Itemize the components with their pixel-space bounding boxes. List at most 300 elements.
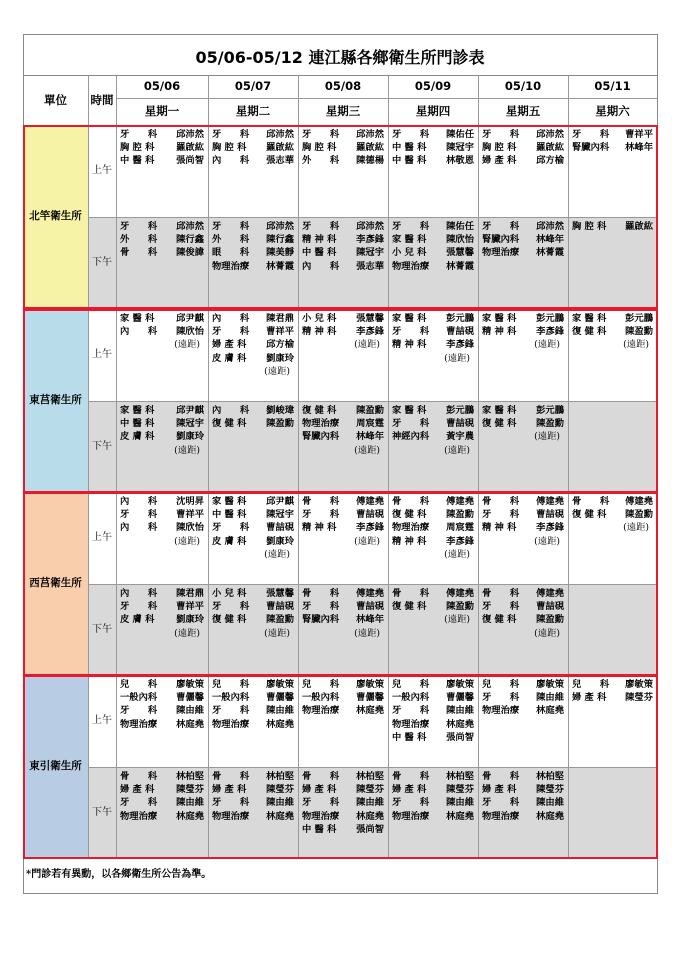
department-name: 中 醫 科 bbox=[302, 823, 337, 835]
doctor-name: 陳瑩芬 bbox=[625, 692, 653, 704]
department-name: 牙 科 bbox=[302, 221, 340, 232]
doctor-name: 邱沛然 bbox=[356, 129, 384, 140]
remote-note: (遠距) bbox=[623, 339, 649, 351]
department-name: 神經內科 bbox=[392, 431, 430, 443]
remote-note: (遠距) bbox=[444, 548, 470, 560]
department-name: 一般內科 bbox=[120, 692, 158, 704]
doctor-name: 陳冠宇 bbox=[356, 247, 384, 259]
department-name: 骨 科 bbox=[572, 496, 610, 507]
doctor-name: 陳俊諱 bbox=[176, 247, 204, 259]
doctor-name: 李彥鋒 bbox=[536, 326, 564, 338]
department-name: 復 健 科 bbox=[212, 614, 247, 626]
remote-note: (遠距) bbox=[174, 444, 200, 456]
doctor-name: 陳由維 bbox=[176, 797, 204, 809]
doctor-name: 陳美靜 bbox=[266, 247, 294, 259]
department-name: 婦 產 科 bbox=[212, 339, 247, 351]
department-name: 中 醫 科 bbox=[392, 142, 427, 154]
department-name: 內 科 bbox=[212, 155, 250, 167]
doctor-name: 曹祥平 bbox=[176, 509, 204, 521]
department-name: 牙 科 bbox=[482, 129, 520, 140]
period-pm-label: 下午 bbox=[92, 806, 112, 818]
doctor-name: 張志華 bbox=[356, 260, 384, 272]
department-name: 牙 科 bbox=[212, 797, 250, 809]
department-name: 物理治療 bbox=[392, 810, 430, 822]
doctor-name: 陳冠宇 bbox=[266, 509, 294, 521]
doctor-name: 張慧馨 bbox=[356, 313, 384, 324]
department-name: 家 醫 科 bbox=[482, 405, 517, 416]
doctor-name: 傅建堯 bbox=[625, 496, 653, 507]
department-name: 胸 腔 科 bbox=[302, 142, 337, 154]
doctor-name: 陳由維 bbox=[356, 797, 384, 809]
department-name: 小 兒 科 bbox=[302, 313, 337, 324]
doctor-name: 陳由維 bbox=[536, 692, 564, 704]
remote-note: (遠距) bbox=[354, 444, 380, 456]
remote-note: (遠距) bbox=[444, 444, 470, 456]
department-name: 骨 科 bbox=[120, 771, 158, 782]
department-name: 婦 產 科 bbox=[392, 784, 427, 796]
department-name: 復 健 科 bbox=[212, 418, 247, 430]
doctor-name: 林庭堯 bbox=[356, 810, 384, 822]
department-name: 外 科 bbox=[212, 234, 250, 246]
department-name: 牙 科 bbox=[482, 797, 520, 809]
department-name: 牙 科 bbox=[120, 797, 158, 809]
doctor-name: 陳瑩芬 bbox=[356, 784, 384, 796]
department-name: 牙 科 bbox=[482, 692, 520, 704]
department-name: 家 醫 科 bbox=[392, 313, 427, 324]
department-name: 復 健 科 bbox=[572, 509, 607, 521]
department-name: 牙 科 bbox=[302, 797, 340, 809]
department-name: 牙 科 bbox=[212, 705, 250, 717]
doctor-name: 林庭堯 bbox=[356, 705, 384, 717]
remote-note: (遠距) bbox=[264, 365, 290, 377]
doctor-name: 陳盈勳 bbox=[446, 509, 474, 521]
doctor-name: 羅啟紘 bbox=[356, 142, 384, 154]
doctor-name: 陳冠宇 bbox=[446, 142, 474, 154]
department-name: 家 醫 科 bbox=[120, 405, 155, 416]
doctor-name: 陳盈勳 bbox=[625, 326, 653, 338]
header-date: 05/08 bbox=[324, 79, 362, 93]
doctor-name: 曹儷馨 bbox=[356, 692, 384, 704]
remote-note: (遠距) bbox=[354, 339, 380, 351]
grid-line bbox=[116, 98, 657, 99]
department-name: 中 醫 科 bbox=[392, 731, 427, 743]
department-name: 婦 產 科 bbox=[212, 784, 247, 796]
doctor-name: 陳盈勳 bbox=[356, 405, 384, 416]
header-weekday: 星期四 bbox=[415, 104, 451, 118]
period-am-label: 上午 bbox=[92, 348, 112, 360]
doctor-name: 李彥鋒 bbox=[356, 326, 384, 338]
doctor-name: 陳欣怡 bbox=[176, 522, 204, 534]
doctor-name: 廖敏策 bbox=[625, 679, 653, 690]
department-name: 精 神 科 bbox=[392, 535, 427, 547]
doctor-name: 劉峻瑋 bbox=[266, 405, 294, 416]
remote-note: (遠距) bbox=[534, 431, 560, 443]
department-name: 牙 科 bbox=[392, 129, 430, 140]
doctor-name: 曹喆硯 bbox=[356, 509, 384, 521]
department-name: 物理治療 bbox=[212, 260, 250, 272]
department-name: 外 科 bbox=[302, 155, 340, 167]
doctor-name: 羅啟紘 bbox=[176, 142, 204, 154]
department-name: 腎臟內科 bbox=[302, 431, 340, 443]
doctor-name: 邱尹麒 bbox=[176, 405, 204, 416]
department-name: 腎臟內科 bbox=[302, 614, 340, 626]
department-name: 牙 科 bbox=[120, 705, 158, 717]
department-name: 眼 科 bbox=[212, 247, 250, 259]
doctor-name: 傅建堯 bbox=[356, 496, 384, 507]
doctor-name: 邱尹麒 bbox=[176, 313, 204, 324]
doctor-name: 邱沛然 bbox=[356, 221, 384, 232]
department-name: 胸 腔 科 bbox=[212, 142, 247, 154]
department-name: 牙 科 bbox=[392, 221, 430, 232]
doctor-name: 陳盈勳 bbox=[536, 614, 564, 626]
unit-frame bbox=[23, 309, 658, 493]
department-name: 復 健 科 bbox=[392, 601, 427, 613]
doctor-name: 林峰年 bbox=[536, 234, 564, 246]
department-name: 牙 科 bbox=[120, 129, 158, 140]
doctor-name: 林庭堯 bbox=[266, 718, 294, 730]
department-name: 牙 科 bbox=[302, 509, 340, 521]
doctor-name: 張慧馨 bbox=[446, 247, 474, 259]
doctor-name: 陳盈勳 bbox=[266, 614, 294, 626]
department-name: 精 神 科 bbox=[482, 326, 517, 338]
department-name: 物理治療 bbox=[392, 260, 430, 272]
department-name: 牙 科 bbox=[212, 601, 250, 613]
department-name: 家 醫 科 bbox=[482, 313, 517, 324]
department-name: 牙 科 bbox=[212, 522, 250, 534]
department-name: 一般內科 bbox=[212, 692, 250, 704]
doctor-name: 林庭堯 bbox=[446, 810, 474, 822]
department-name: 骨 科 bbox=[302, 771, 340, 782]
doctor-name: 彭元鵬 bbox=[446, 313, 474, 324]
doctor-name: 林菁霞 bbox=[536, 247, 564, 259]
department-name: 一般內科 bbox=[392, 692, 430, 704]
doctor-name: 沈明昇 bbox=[176, 496, 204, 507]
doctor-name: 周宸霆 bbox=[356, 418, 384, 430]
department-name: 物理治療 bbox=[212, 718, 250, 730]
unit-frame bbox=[23, 675, 658, 859]
remote-note: (遠距) bbox=[534, 627, 560, 639]
department-name: 物理治療 bbox=[392, 718, 430, 730]
header-date: 05/10 bbox=[504, 79, 542, 93]
doctor-name: 邱沛然 bbox=[536, 221, 564, 232]
period-am-label: 上午 bbox=[92, 531, 112, 543]
doctor-name: 劉康玲 bbox=[176, 614, 204, 626]
doctor-name: 陳瑩芬 bbox=[176, 784, 204, 796]
grid-line bbox=[23, 893, 657, 894]
period-pm-label: 下午 bbox=[92, 623, 112, 635]
department-name: 物理治療 bbox=[120, 810, 158, 822]
department-name: 內 科 bbox=[120, 588, 158, 599]
department-name: 婦 產 科 bbox=[572, 692, 607, 704]
department-name: 骨 科 bbox=[212, 771, 250, 782]
department-name: 胸 腔 科 bbox=[482, 142, 517, 154]
department-name: 物理治療 bbox=[482, 705, 520, 717]
doctor-name: 傅建堯 bbox=[356, 588, 384, 599]
remote-note: (遠距) bbox=[623, 522, 649, 534]
doctor-name: 曹儷馨 bbox=[446, 692, 474, 704]
remote-note: (遠距) bbox=[534, 339, 560, 351]
doctor-name: 林柏堅 bbox=[536, 771, 564, 782]
department-name: 內 科 bbox=[212, 405, 250, 416]
department-name: 婦 產 科 bbox=[482, 784, 517, 796]
department-name: 牙 科 bbox=[120, 509, 158, 521]
unit-name: 北竿衛生所 bbox=[29, 209, 82, 222]
header-unit-label: 單位 bbox=[44, 93, 67, 107]
department-name: 婦 產 科 bbox=[120, 784, 155, 796]
department-name: 內 科 bbox=[302, 260, 340, 272]
department-name: 家 醫 科 bbox=[120, 313, 155, 324]
doctor-name: 陳佑任 bbox=[446, 221, 474, 232]
header-time-label: 時間 bbox=[90, 93, 114, 107]
doctor-name: 廖敏策 bbox=[176, 679, 204, 690]
unit-frame bbox=[23, 492, 658, 676]
remote-note: (遠距) bbox=[174, 627, 200, 639]
doctor-name: 陳君鼎 bbox=[176, 588, 204, 599]
doctor-name: 林柏堅 bbox=[356, 771, 384, 782]
doctor-name: 陳冠宇 bbox=[176, 418, 204, 430]
period-am-label: 上午 bbox=[92, 164, 112, 176]
department-name: 中 醫 科 bbox=[302, 247, 337, 259]
department-name: 復 健 科 bbox=[572, 326, 607, 338]
period-pm-label: 下午 bbox=[92, 440, 112, 452]
doctor-name: 陳由維 bbox=[176, 705, 204, 717]
remote-note: (遠距) bbox=[174, 339, 200, 351]
remote-note: (遠距) bbox=[444, 614, 470, 626]
department-name: 物理治療 bbox=[120, 718, 158, 730]
doctor-name: 張尚智 bbox=[356, 823, 384, 835]
doctor-name: 劉康玲 bbox=[266, 535, 294, 547]
doctor-name: 曹喆硯 bbox=[266, 601, 294, 613]
doctor-name: 曹祥平 bbox=[266, 326, 294, 338]
doctor-name: 陳盈勳 bbox=[446, 601, 474, 613]
department-name: 牙 科 bbox=[392, 797, 430, 809]
header-weekday: 星期一 bbox=[144, 104, 180, 118]
doctor-name: 林庭堯 bbox=[266, 810, 294, 822]
doctor-name: 林菁霞 bbox=[446, 260, 474, 272]
department-name: 胸 腔 科 bbox=[572, 221, 607, 232]
department-name: 骨 科 bbox=[392, 496, 430, 507]
doctor-name: 林柏堅 bbox=[176, 771, 204, 782]
doctor-name: 邱方榆 bbox=[266, 339, 294, 351]
department-name: 腎臟內科 bbox=[482, 234, 520, 246]
department-name: 物理治療 bbox=[482, 810, 520, 822]
department-name: 牙 科 bbox=[302, 601, 340, 613]
department-name: 牙 科 bbox=[212, 129, 250, 140]
department-name: 小 兒 科 bbox=[212, 588, 247, 599]
department-name: 牙 科 bbox=[482, 221, 520, 232]
doctor-name: 林菁霞 bbox=[266, 260, 294, 272]
department-name: 復 健 科 bbox=[482, 418, 517, 430]
department-name: 胸 腔 科 bbox=[120, 142, 155, 154]
remote-note: (遠距) bbox=[264, 548, 290, 560]
doctor-name: 林柏堅 bbox=[446, 771, 474, 782]
department-name: 兒 科 bbox=[572, 679, 610, 690]
doctor-name: 邱沛然 bbox=[536, 129, 564, 140]
unit-name: 西莒衛生所 bbox=[29, 576, 82, 589]
doctor-name: 林庭堯 bbox=[536, 705, 564, 717]
department-name: 內 科 bbox=[120, 326, 158, 338]
doctor-name: 廖敏策 bbox=[446, 679, 474, 690]
doctor-name: 陳盈勳 bbox=[536, 418, 564, 430]
department-name: 復 健 科 bbox=[482, 614, 517, 626]
department-name: 家 醫 科 bbox=[392, 234, 427, 246]
doctor-name: 李彥鋒 bbox=[356, 234, 384, 246]
doctor-name: 傅建堯 bbox=[536, 588, 564, 599]
department-name: 家 醫 科 bbox=[392, 405, 427, 416]
doctor-name: 曹儷馨 bbox=[176, 692, 204, 704]
remote-note: (遠距) bbox=[444, 352, 470, 364]
department-name: 內 科 bbox=[212, 313, 250, 324]
doctor-name: 邱沛然 bbox=[176, 129, 204, 140]
department-name: 牙 科 bbox=[120, 221, 158, 232]
doctor-name: 劉康玲 bbox=[266, 352, 294, 364]
doctor-name: 傅建堯 bbox=[536, 496, 564, 507]
doctor-name: 曹喆硯 bbox=[356, 601, 384, 613]
department-name: 骨 科 bbox=[392, 771, 430, 782]
doctor-name: 陳行鑫 bbox=[266, 234, 294, 246]
doctor-name: 陳瑩芬 bbox=[266, 784, 294, 796]
department-name: 兒 科 bbox=[302, 679, 340, 690]
doctor-name: 邱尹麒 bbox=[266, 496, 294, 507]
doctor-name: 陳由維 bbox=[536, 797, 564, 809]
doctor-name: 陳盈勳 bbox=[625, 509, 653, 521]
department-name: 牙 科 bbox=[120, 601, 158, 613]
department-name: 精 神 科 bbox=[302, 326, 337, 338]
doctor-name: 李彥鋒 bbox=[446, 339, 474, 351]
department-name: 牙 科 bbox=[302, 129, 340, 140]
doctor-name: 張慧馨 bbox=[266, 588, 294, 599]
department-name: 兒 科 bbox=[120, 679, 158, 690]
doctor-name: 彭元鵬 bbox=[536, 405, 564, 416]
department-name: 骨 科 bbox=[482, 588, 520, 599]
footnote: *門診若有異動，以各鄉衛生所公告為準。 bbox=[26, 869, 212, 880]
department-name: 骨 科 bbox=[302, 588, 340, 599]
department-name: 中 醫 科 bbox=[120, 418, 155, 430]
department-name: 皮 膚 科 bbox=[212, 352, 247, 364]
department-name: 外 科 bbox=[120, 234, 158, 246]
header-weekday: 星期三 bbox=[325, 104, 361, 118]
doctor-name: 林庭堯 bbox=[536, 810, 564, 822]
department-name: 骨 科 bbox=[482, 496, 520, 507]
department-name: 中 醫 科 bbox=[392, 155, 427, 167]
doctor-name: 邱沛然 bbox=[176, 221, 204, 232]
department-name: 兒 科 bbox=[212, 679, 250, 690]
department-name: 家 醫 科 bbox=[212, 496, 247, 507]
department-name: 復 健 科 bbox=[392, 509, 427, 521]
doctor-name: 廖敏策 bbox=[536, 679, 564, 690]
doctor-name: 林峰年 bbox=[356, 431, 384, 443]
department-name: 牙 科 bbox=[482, 601, 520, 613]
department-name: 兒 科 bbox=[482, 679, 520, 690]
department-name: 家 醫 科 bbox=[572, 313, 607, 324]
department-name: 牙 科 bbox=[212, 221, 250, 232]
department-name: 皮 膚 科 bbox=[212, 535, 247, 547]
department-name: 皮 膚 科 bbox=[120, 431, 155, 443]
doctor-name: 邱沛然 bbox=[266, 221, 294, 232]
doctor-name: 傅建堯 bbox=[446, 496, 474, 507]
department-name: 物理治療 bbox=[302, 418, 340, 430]
doctor-name: 陳德楊 bbox=[356, 155, 384, 167]
department-name: 復 健 科 bbox=[302, 405, 337, 416]
doctor-name: 羅啟紘 bbox=[536, 142, 564, 154]
department-name: 牙 科 bbox=[392, 705, 430, 717]
department-name: 骨 科 bbox=[392, 588, 430, 599]
department-name: 中 醫 科 bbox=[212, 509, 247, 521]
doctor-name: 羅啟紘 bbox=[625, 221, 653, 232]
department-name: 牙 科 bbox=[392, 418, 430, 430]
doctor-name: 邱沛然 bbox=[266, 129, 294, 140]
remote-note: (遠距) bbox=[354, 627, 380, 639]
department-name: 內 科 bbox=[120, 522, 158, 534]
header-date: 05/06 bbox=[143, 79, 181, 93]
doctor-name: 李彥鋒 bbox=[446, 535, 474, 547]
doctor-name: 曹喆硯 bbox=[446, 326, 474, 338]
doctor-name: 曹祥平 bbox=[625, 129, 653, 140]
doctor-name: 廖敏策 bbox=[356, 679, 384, 690]
doctor-name: 林柏堅 bbox=[266, 771, 294, 782]
doctor-name: 劉康玲 bbox=[176, 431, 204, 443]
doctor-name: 陳瑩芬 bbox=[536, 784, 564, 796]
department-name: 骨 科 bbox=[302, 496, 340, 507]
doctor-name: 林庭堯 bbox=[176, 810, 204, 822]
remote-note: (遠距) bbox=[174, 535, 200, 547]
department-name: 婦 產 科 bbox=[482, 155, 517, 167]
department-name: 精 神 科 bbox=[302, 522, 337, 534]
department-name: 物理治療 bbox=[392, 522, 430, 534]
unit-name: 東莒衛生所 bbox=[29, 393, 82, 406]
doctor-name: 林峰年 bbox=[356, 614, 384, 626]
doctor-name: 彭元鵬 bbox=[625, 313, 653, 324]
department-name: 骨 科 bbox=[482, 771, 520, 782]
doctor-name: 曹喆硯 bbox=[266, 522, 294, 534]
header-date: 05/09 bbox=[414, 79, 452, 93]
remote-note: (遠距) bbox=[354, 535, 380, 547]
department-name: 精 神 科 bbox=[482, 522, 517, 534]
department-name: 骨 科 bbox=[120, 247, 158, 259]
doctor-name: 邱方榆 bbox=[536, 155, 564, 167]
department-name: 婦 產 科 bbox=[302, 784, 337, 796]
department-name: 牙 科 bbox=[212, 326, 250, 338]
doctor-name: 陳由維 bbox=[266, 797, 294, 809]
doctor-name: 陳行鑫 bbox=[176, 234, 204, 246]
doctor-name: 彭元鵬 bbox=[446, 405, 474, 416]
doctor-name: 陳欣怡 bbox=[446, 234, 474, 246]
doctor-name: 黃宇農 bbox=[446, 431, 474, 443]
department-name: 物理治療 bbox=[212, 810, 250, 822]
doctor-name: 張志華 bbox=[266, 155, 294, 167]
unit-name: 東引衛生所 bbox=[29, 759, 82, 772]
doctor-name: 林庭堯 bbox=[176, 718, 204, 730]
grid-line bbox=[23, 75, 657, 76]
department-name: 中 醫 科 bbox=[120, 155, 155, 167]
doctor-name: 曹喆硯 bbox=[536, 509, 564, 521]
department-name: 內 科 bbox=[120, 496, 158, 507]
remote-note: (遠距) bbox=[534, 535, 560, 547]
doctor-name: 陳由維 bbox=[266, 705, 294, 717]
doctor-name: 林峰年 bbox=[625, 142, 653, 154]
header-date: 05/07 bbox=[234, 79, 272, 93]
department-name: 物理治療 bbox=[302, 810, 340, 822]
doctor-name: 傅建堯 bbox=[446, 588, 474, 599]
department-name: 小 兒 科 bbox=[392, 247, 427, 259]
department-name: 物理治療 bbox=[302, 705, 340, 717]
department-name: 牙 科 bbox=[572, 129, 610, 140]
doctor-name: 陳由維 bbox=[446, 705, 474, 717]
department-name: 牙 科 bbox=[482, 509, 520, 521]
doctor-name: 林敬恩 bbox=[446, 155, 474, 167]
doctor-name: 張尚智 bbox=[446, 731, 474, 743]
unit-frame bbox=[23, 125, 658, 309]
